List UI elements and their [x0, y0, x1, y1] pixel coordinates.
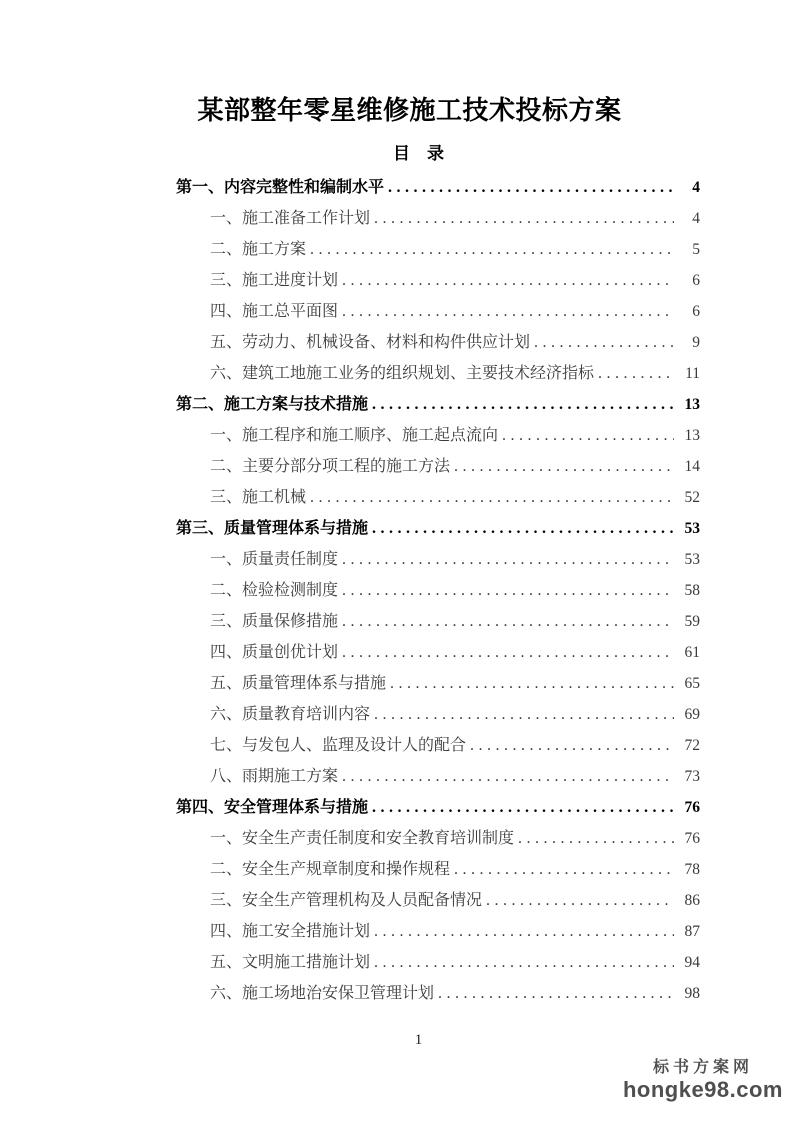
toc-leader-dots	[390, 668, 674, 699]
toc-entry-page-number: 76	[684, 830, 700, 847]
toc-entry-page-number: 72	[684, 737, 700, 754]
toc-leader-dots	[342, 544, 674, 575]
toc-entry-label: 六、施工场地治安保卫管理计划	[210, 985, 435, 1002]
toc-entry-label: 第二、施工方案与技术措施	[176, 396, 369, 413]
toc-list	[176, 172, 700, 1009]
toc-entry-page-number: 94	[684, 954, 700, 971]
toc-entry-page-number: 14	[684, 458, 700, 475]
toc-leader-dots	[470, 730, 674, 761]
toc-leader-dots	[374, 699, 674, 730]
toc-entry	[176, 978, 700, 1009]
toc-leader-dots	[438, 978, 674, 1009]
toc-entry	[176, 296, 700, 327]
toc-leader-dots	[342, 637, 674, 668]
toc-entry-page-number: 87	[684, 923, 700, 940]
toc-entry-label: 四、施工总平面图	[210, 303, 339, 320]
toc-entry-label: 八、雨期施工方案	[210, 768, 339, 785]
toc-entry-label: 二、施工方案	[210, 241, 307, 258]
toc-leader-dots	[374, 203, 674, 234]
toc-entry	[176, 792, 700, 823]
toc-entry-label: 七、与发包人、监理及设计人的配合	[210, 737, 467, 754]
watermark	[623, 1058, 783, 1102]
toc-entry-page-number: 73	[684, 768, 700, 785]
toc-entry-page-number: 6	[692, 272, 700, 289]
toc-entry	[176, 916, 700, 947]
toc-entry	[176, 668, 700, 699]
toc-entry-page-number: 11	[685, 365, 700, 382]
toc-heading: 目 录	[393, 144, 444, 163]
toc-entry-label: 三、质量保修措施	[210, 613, 339, 630]
toc-leader-dots	[374, 916, 674, 947]
toc-entry	[176, 854, 700, 885]
toc-entry-page-number: 78	[684, 861, 700, 878]
toc-entry-page-number: 98	[684, 985, 700, 1002]
toc-leader-dots	[454, 451, 674, 482]
toc-entry-page-number: 69	[684, 706, 700, 723]
toc-entry	[176, 947, 700, 978]
watermark-site-url: hongke98.com	[622, 1077, 783, 1102]
toc-entry	[176, 761, 700, 792]
toc-entry	[176, 327, 700, 358]
toc-leader-dots	[342, 265, 674, 296]
toc-entry	[176, 885, 700, 916]
toc-entry-page-number: 13	[684, 427, 700, 444]
toc-entry-label: 五、质量管理体系与措施	[210, 675, 387, 692]
toc-entry	[176, 699, 700, 730]
toc-entry-label: 四、施工安全措施计划	[210, 923, 371, 940]
toc-leader-dots	[372, 513, 674, 544]
page-number-footer: 1	[414, 1032, 423, 1048]
toc-leader-dots	[372, 389, 674, 420]
toc-entry-label: 六、建筑工地施工业务的组织规划、主要技术经济指标	[210, 365, 595, 382]
toc-entry	[176, 575, 700, 606]
toc-entry-page-number: 58	[684, 582, 700, 599]
toc-entry-page-number: 65	[684, 675, 700, 692]
toc-leader-dots	[374, 947, 674, 978]
toc-leader-dots	[342, 606, 674, 637]
toc-leader-dots	[342, 761, 674, 792]
toc-entry	[176, 172, 700, 203]
toc-entry-label: 三、安全生产管理机构及人员配备情况	[210, 892, 483, 909]
toc-entry	[176, 637, 700, 668]
toc-entry-label: 第三、质量管理体系与措施	[176, 520, 369, 537]
toc-entry-page-number: 53	[684, 520, 700, 537]
toc-entry	[176, 544, 700, 575]
toc-entry-label: 二、主要分部分项工程的施工方法	[210, 458, 451, 475]
toc-entry-label: 一、质量责任制度	[210, 551, 339, 568]
toc-entry	[176, 234, 700, 265]
toc-leader-dots	[534, 327, 674, 358]
toc-entry-page-number: 5	[692, 241, 700, 258]
toc-entry	[176, 730, 700, 761]
toc-entry-label: 一、施工程序和施工顺序、施工起点流向	[210, 427, 499, 444]
toc-entry	[176, 389, 700, 420]
toc-entry	[176, 420, 700, 451]
toc-entry	[176, 482, 700, 513]
toc-leader-dots	[342, 296, 674, 327]
toc-entry	[176, 606, 700, 637]
toc-leader-dots	[342, 575, 674, 606]
toc-entry-label: 三、施工机械	[210, 489, 307, 506]
toc-entry	[176, 823, 700, 854]
watermark-site-name: 标书方案网	[652, 1059, 753, 1076]
toc-leader-dots	[310, 234, 674, 265]
toc-entry-label: 第一、内容完整性和编制水平	[176, 179, 385, 196]
toc-entry-label: 二、安全生产规章制度和操作规程	[210, 861, 451, 878]
toc-entry-label: 五、劳动力、机械设备、材料和构件供应计划	[210, 334, 531, 351]
document-title: 某部整年零星维修施工技术投标方案	[197, 96, 622, 125]
toc-leader-dots	[598, 358, 674, 389]
toc-entry-page-number: 59	[684, 613, 700, 630]
toc-entry-page-number: 86	[684, 892, 700, 909]
toc-leader-dots	[388, 172, 674, 203]
toc-entry-page-number: 13	[684, 396, 700, 413]
toc-entry	[176, 358, 700, 389]
toc-entry-label: 二、检验检测制度	[210, 582, 339, 599]
toc-leader-dots	[372, 792, 674, 823]
toc-leader-dots	[486, 885, 674, 916]
toc-entry-label: 四、质量创优计划	[210, 644, 339, 661]
toc-entry-label: 三、施工进度计划	[210, 272, 339, 289]
toc-entry-page-number: 76	[684, 799, 700, 816]
toc-entry-page-number: 4	[692, 179, 700, 196]
toc-entry-page-number: 6	[692, 303, 700, 320]
toc-leader-dots	[454, 854, 674, 885]
toc-entry	[176, 203, 700, 234]
toc-entry-label: 五、文明施工措施计划	[210, 954, 371, 971]
toc-entry-page-number: 61	[684, 644, 700, 661]
toc-entry-page-number: 52	[684, 489, 700, 506]
toc-leader-dots	[502, 420, 674, 451]
toc-entry-label: 一、施工准备工作计划	[210, 210, 371, 227]
toc-entry	[176, 265, 700, 296]
toc-entry-page-number: 9	[692, 334, 700, 351]
toc-entry-label: 第四、安全管理体系与措施	[176, 799, 369, 816]
toc-entry-label: 六、质量教育培训内容	[210, 706, 371, 723]
toc-entry-page-number: 4	[692, 210, 700, 227]
toc-leader-dots	[518, 823, 674, 854]
toc-entry	[176, 451, 700, 482]
toc-entry	[176, 513, 700, 544]
toc-entry-label: 一、安全生产责任制度和安全教育培训制度	[210, 830, 515, 847]
toc-leader-dots	[310, 482, 674, 513]
toc-entry-page-number: 53	[684, 551, 700, 568]
